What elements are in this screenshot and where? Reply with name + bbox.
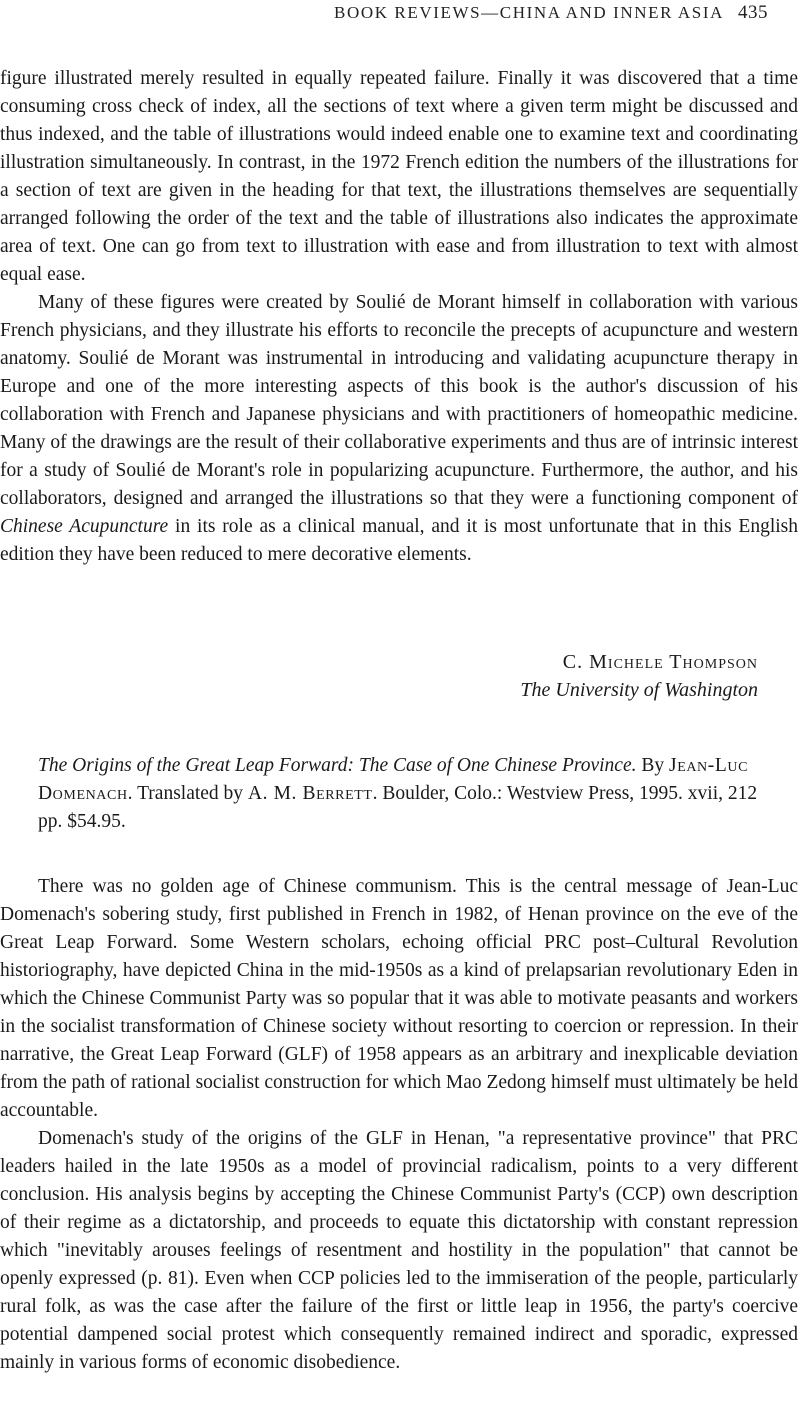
running-head xyxy=(334,2,768,24)
book-citation xyxy=(38,752,758,836)
page-number: 435 xyxy=(738,2,768,23)
review-1-body xyxy=(0,65,798,569)
book-author: Jean-Luc Domenach xyxy=(38,755,749,804)
paragraph-text: Many of these figures were created by Soulié de Morant himself in collaboration with various French physicians, and they illustrate his efforts to reconcile the precepts of acupuncture and western anatomy. Soulié de Morant was instrumental in introducing and validating acupuncture therapy in Europe and one of the more interesting aspects of this book is the author's discussion of his collaboration with French and Japanese physicians and with practitioners of homeopathic medicine. Many of the drawings are the result of their collaborative experiments and thus are of intrinsic interest for a study of Soulié de Morant's role in popularizing acupuncture. Furthermore, the author, and his collaborators, designed and arranged the illustrations so that they were a functioning component of xyxy=(0,292,798,509)
reviewer-signature xyxy=(520,648,758,704)
reviewer-affiliation: The University of Washington xyxy=(520,679,758,701)
book-translator: A. M. Berrett xyxy=(247,783,373,804)
review-2-paragraph-2: Domenach's study of the origins of the GLF in Henan, "a representative province" that PRC leaders hailed in the late 1950s as a model of provincial radicalism, points to a very different conclusion. His analysis begins by accepting the Chinese Communist Party's (CCP) own description of their regime as a dictatorship, and proceeds to equate this dictatorship with constant repression which "inevitably arouses feelings of resentment and hostility in the population" that cannot be openly expressed (p. 81). Even when CCP policies led to the immiseration of the people, particularly rural folk, as was the case after the failure of the first or little leap in 1956, the party's coercive potential dampened social protest which consequently remained indirect and sporadic, expressed mainly in various forms of economic disobedience. xyxy=(0,1128,798,1373)
citation-text: By xyxy=(636,755,669,776)
publication-details: . Boulder, Colo.: Westview Press, 1995. xvii, 212 pp. $54.95. xyxy=(38,783,758,832)
review-1-paragraph-2 xyxy=(0,289,798,569)
running-title: BOOK REVIEWS—CHINA AND INNER ASIA xyxy=(334,3,724,22)
review-2-paragraph-1: There was no golden age of Chinese communism. This is the central message of Jean-Luc Domenach's sobering study, first published in French in 1982, of Henan province on the eve of the Great Leap Forward. Some Western scholars, echoing official PRC post–Cultural Revolution historiography, have depicted China in the mid-1950s as a kind of prelapsarian revolutionary Eden in which the Chinese Communist Party was so popular that it was able to motivate peasants and workers in the socialist transformation of Chinese society without resorting to coercion or repression. In their narrative, the Great Leap Forward (GLF) of 1958 appears as an arbitrary and inexplicable deviation from the path of rational socialist construction for which Mao Zedong himself must ultimately be held accountable. xyxy=(0,876,798,1121)
review-1-paragraph-1: figure illustrated merely resulted in equally repeated failure. Finally it was discovered that a time consuming cross check of index, all the sections of text where a given term might be discussed and thus indexed, and the table of illustrations would indeed enable one to examine text and coordinating illustration simultaneously. In contrast, in the 1972 French edition the numbers of the illustrations for a section of text are given in the heading for that text, the illustrations themselves are sequentially arranged following the order of the text and the table of illustrations also indicates the approximate area of text. One can go from text to illustration with ease and from illustration to text with almost equal ease. xyxy=(0,68,798,285)
reviewer-name: C. Michele Thompson xyxy=(562,651,758,673)
review-2-body xyxy=(0,873,798,1377)
book-title-inline: Chinese Acupuncture xyxy=(0,516,169,537)
paragraph-text: in its role as a clinical manual, and it is most unfortunate that in this English edition they have been reduced to mere decorative elements. xyxy=(0,516,798,565)
citation-text: . Translated by xyxy=(127,783,248,804)
book-title: The Origins of the Great Leap Forward: The Case of One Chinese Province. xyxy=(38,755,637,776)
